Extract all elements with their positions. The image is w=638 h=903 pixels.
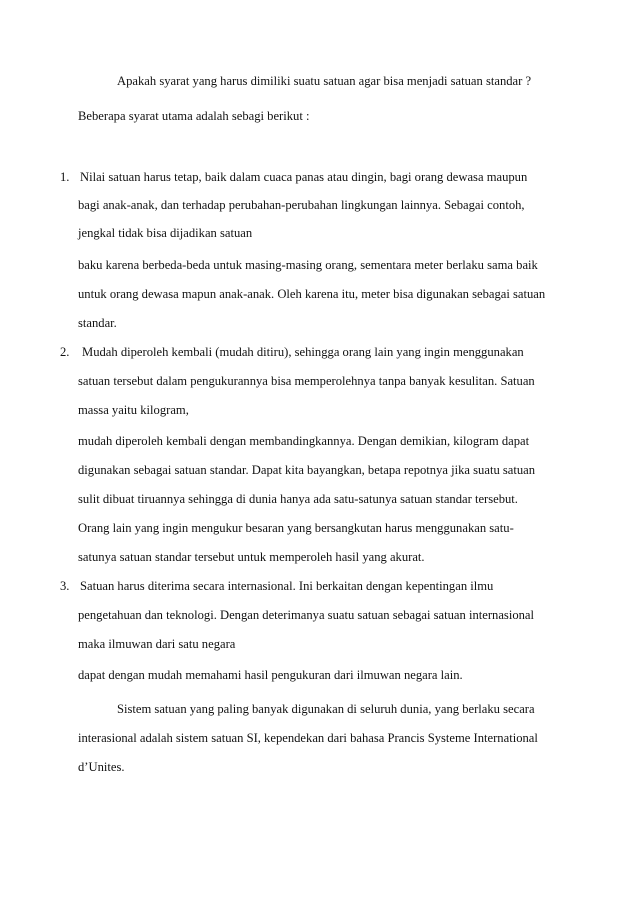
item-3-line-3: maka ilmuwan dari satu negara [78, 637, 236, 651]
item-1-line-4: baku karena berbeda-beda untuk masing-masing orang, sementara meter berlaku sama baik [78, 258, 538, 272]
item-2-line-7: Orang lain yang ingin mengukur besaran yang bersangkutan harus menggunakan satu- [78, 521, 514, 535]
item-2-number: 2. [60, 345, 70, 359]
closing-line-1: Sistem satuan yang paling banyak digunakan di seluruh dunia, yang berlaku secara [117, 702, 535, 716]
item-2-line-6: sulit dibuat tiruannya sehingga di dunia hanya ada satu-satunya satuan standar tersebut. [78, 492, 518, 506]
item-1-number: 1. [60, 170, 70, 184]
item-2-line-4: mudah diperoleh kembali dengan membandingkannya. Dengan demikian, kilogram dapat [78, 434, 530, 448]
item-2-line-2: satuan tersebut dalam pengukurannya bisa memperolehnya tanpa banyak kesulitan. Satuan [78, 374, 535, 388]
item-3-number: 3. [60, 579, 70, 593]
item-1-line-2: bagi anak-anak, dan terhadap perubahan-perubahan lingkungan lainnya. Sebagai contoh, [78, 198, 525, 212]
item-3-line-1: Satuan harus diterima secara internasional. Ini berkaitan dengan kepentingan ilmu [80, 579, 494, 593]
question-line: Apakah syarat yang harus dimiliki suatu satuan agar bisa menjadi satuan standar ? [117, 74, 532, 88]
closing-line-3: d’Unites. [78, 760, 125, 774]
item-1-line-3: jengkal tidak bisa dijadikan satuan [78, 226, 253, 240]
item-2-line-8: satunya satuan standar tersebut untuk memperoleh hasil yang akurat. [78, 550, 425, 564]
item-1-line-5: untuk orang dewasa mapun anak-anak. Oleh karena itu, meter bisa digunakan sebagai satuan [78, 287, 546, 301]
item-1-line-6: standar. [78, 316, 117, 330]
item-3-line-4: dapat dengan mudah memahami hasil pengukuran dari ilmuwan negara lain. [78, 668, 463, 682]
closing-line-2: interasional adalah sistem satuan SI, kependekan dari bahasa Prancis Systeme International [78, 731, 538, 745]
intro-line: Beberapa syarat utama adalah sebagi berikut : [78, 109, 310, 123]
item-2-line-3: massa yaitu kilogram, [78, 403, 189, 417]
item-2-line-5: digunakan sebagai satuan standar. Dapat kita bayangkan, betapa repotnya jika suatu satuan [78, 463, 536, 477]
item-2-line-1: Mudah diperoleh kembali (mudah ditiru), sehingga orang lain yang ingin menggunakan [82, 345, 524, 359]
item-1-line-1: Nilai satuan harus tetap, baik dalam cuaca panas atau dingin, bagi orang dewasa maupun [80, 170, 528, 184]
item-3-line-2: pengetahuan dan teknologi. Dengan deterimanya suatu satuan sebagai satuan internasional [78, 608, 535, 622]
